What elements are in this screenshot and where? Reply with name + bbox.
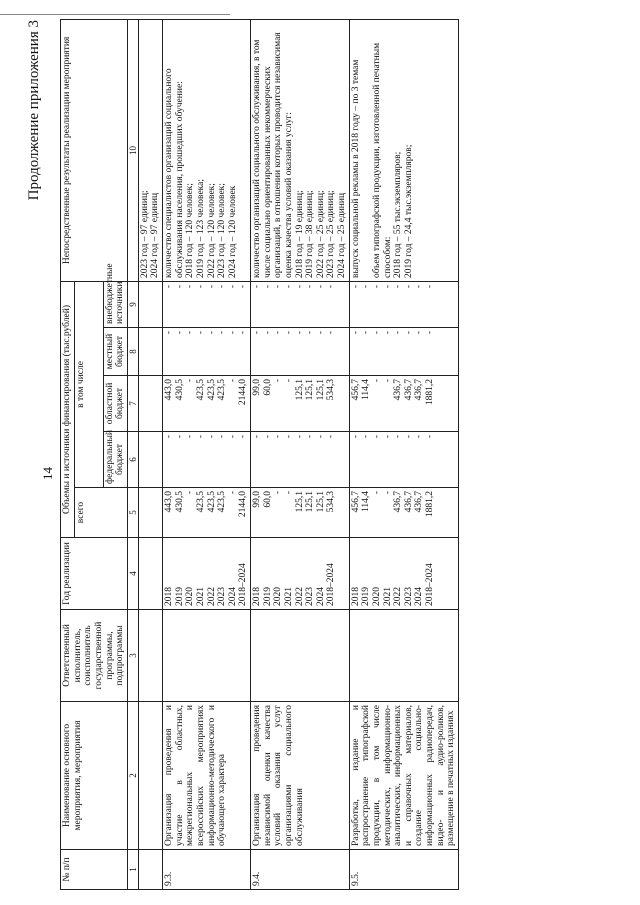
year-list-value: 2021 — [382, 587, 393, 606]
total-amount — [138, 488, 162, 538]
total-amount-value: - — [283, 491, 294, 495]
row-number: 9.5. — [349, 850, 458, 890]
total-amount-value: 60,0 — [262, 491, 273, 508]
extra-amount — [138, 281, 162, 327]
total-amount-value: - — [371, 491, 382, 495]
total-amount-value: - — [382, 491, 393, 495]
year-list-value: 2020 — [273, 587, 284, 606]
total-amount-value: 534,3 — [326, 491, 337, 513]
federal-amount — [163, 432, 251, 488]
year-list-value: 2023 — [217, 587, 228, 606]
activity-name: Организация проведения и участие в областных, межрегиональных и всероссийских мероприятиях информационно-методического и обучающего характера — [163, 702, 251, 850]
local-amount-value: - — [382, 331, 393, 335]
local-amount-value: - — [305, 331, 316, 335]
header-finance: Объемы и источники финансирования (тыс.рублей) — [61, 281, 75, 537]
regional-amount-value: 99,0 — [252, 379, 263, 396]
year-list-value: 2018 — [350, 587, 361, 606]
local-amount-value: - — [217, 331, 228, 335]
extra-amount-value: - — [227, 284, 238, 289]
federal-amount-value: - — [217, 435, 228, 439]
federal-amount-value: - — [315, 435, 326, 439]
local-amount-value: - — [206, 331, 217, 335]
executor — [349, 610, 458, 702]
year-list-value: 2018 — [164, 587, 175, 606]
regional-amount-value: 60,0 — [262, 379, 273, 396]
header-name: Наименование основного мероприятия, мероприятия — [61, 702, 128, 850]
federal-amount-value: - — [371, 435, 382, 439]
regional-amount-value: 534,3 — [326, 379, 337, 401]
total-amount-value: 1881,2 — [425, 491, 436, 518]
header-result: Непосредственные результаты реализации мероприятия — [61, 19, 128, 281]
extra-amount-value: - — [164, 284, 175, 289]
total-amount-value: - — [185, 491, 196, 495]
regional-amount — [349, 376, 458, 432]
federal-amount — [138, 432, 162, 488]
page-number: 14 — [40, 467, 55, 480]
total-amount-value: 423,5 — [217, 491, 228, 513]
result-text: выпуск социальной рекламы в 2018 году – по 3 темам объем типографской продукции, изготовленной печатным способом: 2018 год – 55 тыс.экземпляров; 2019 год – 24,4 тыс.экземпляров; — [349, 19, 458, 281]
federal-amount-value: - — [185, 435, 196, 439]
total-amount-value: 99,0 — [252, 491, 263, 508]
extra-amount-value: - — [262, 284, 273, 289]
regional-amount-value: - — [185, 379, 196, 383]
year-list-value: 2021 — [195, 587, 206, 606]
extra-amount-value: - — [252, 284, 263, 289]
year-list-value: 2024 — [315, 587, 326, 606]
year-list-value: 2021 — [283, 587, 294, 606]
extra-amount-value: - — [283, 284, 294, 289]
federal-amount-value: - — [350, 435, 361, 439]
regional-amount-value: 430,5 — [174, 379, 185, 401]
regional-amount-value: 423,5 — [206, 379, 217, 401]
local-amount-value: - — [185, 331, 196, 335]
appendix-continuation-title: Продолжение приложения 3 — [26, 20, 42, 201]
col-number: 7 — [127, 376, 138, 432]
local-amount-value: - — [294, 331, 305, 335]
local-amount-value: - — [371, 331, 382, 335]
local-amount-value: - — [403, 331, 414, 335]
local-amount-value: - — [350, 331, 361, 335]
extra-amount — [349, 281, 458, 327]
federal-amount-value: - — [326, 435, 337, 439]
total-amount-value: 443,0 — [164, 491, 175, 513]
table-row — [251, 19, 350, 889]
local-amount-value: - — [227, 331, 238, 335]
federal-amount-value: - — [294, 435, 305, 439]
executor — [251, 610, 350, 702]
extra-amount-value: - — [326, 284, 337, 289]
regional-amount-value: 423,5 — [195, 379, 206, 401]
year-list-value: 2019 — [361, 587, 372, 606]
year-list-value: 2018–2024 — [326, 563, 337, 606]
extra-amount-value: - — [361, 284, 372, 289]
year-list — [251, 538, 350, 610]
year-list-value: 2022 — [393, 587, 404, 606]
extra-amount-value: - — [217, 284, 228, 289]
extra-amount-value: - — [294, 284, 305, 289]
total-amount — [163, 488, 251, 538]
extra-amount-value: - — [174, 284, 185, 289]
year-list — [138, 538, 162, 610]
table-row — [349, 19, 458, 889]
regional-amount-value: 423,5 — [217, 379, 228, 401]
federal-amount-value: - — [262, 435, 273, 439]
year-list-value: 2018 — [252, 587, 263, 606]
local-amount-value: - — [425, 331, 436, 335]
year-list — [163, 538, 251, 610]
activity-name: Организация проведения независимой оценки качества условий оказания услуг организациями социального обслуживания — [251, 702, 350, 850]
program-activities-table — [60, 19, 459, 890]
federal-amount-value: - — [164, 435, 175, 439]
local-amount-value: - — [283, 331, 294, 335]
extra-amount-value: - — [414, 284, 425, 289]
table-body — [138, 19, 458, 889]
federal-amount-value: - — [382, 435, 393, 439]
year-list-value: 2018–2024 — [425, 563, 436, 606]
regional-amount-value: - — [283, 379, 294, 383]
year-list-value: 2022 — [294, 587, 305, 606]
total-amount-value: 423,5 — [206, 491, 217, 513]
result-text: количество специалистов организаций социального обслуживания населения, прошедших обучение: 2018 год – 120 человек; 2019 год – 123 человека; 2022 год – 120 человек; 2023 год – 120 человек; 2024 год – 120 человек — [163, 19, 251, 281]
local-amount — [251, 328, 350, 376]
local-amount-value: - — [195, 331, 206, 335]
local-amount-value: - — [273, 331, 284, 335]
federal-amount-value: - — [305, 435, 316, 439]
year-list-value: 2022 — [206, 587, 217, 606]
year-list-value: 2019 — [174, 587, 185, 606]
federal-amount-value: - — [174, 435, 185, 439]
col-number: 2 — [127, 702, 138, 850]
extra-amount-value: - — [185, 284, 196, 289]
regional-amount-value: - — [273, 379, 284, 383]
col-number: 4 — [127, 538, 138, 610]
federal-amount-value: - — [414, 435, 425, 439]
regional-amount — [138, 376, 162, 432]
table-row — [163, 19, 251, 889]
row-number: 9.4. — [251, 850, 350, 890]
row-number — [138, 850, 162, 890]
federal-amount-value: - — [361, 435, 372, 439]
local-amount-value: - — [315, 331, 326, 335]
col-number: 10 — [127, 19, 138, 281]
regional-amount-value: 443,0 — [164, 379, 175, 401]
federal-amount-value: - — [393, 435, 404, 439]
federal-amount-value: - — [425, 435, 436, 439]
total-amount-value: 125,1 — [305, 491, 316, 513]
result-text: 2023 год – 97 единиц; 2024 год – 97 единиц — [138, 19, 162, 281]
year-list — [349, 538, 458, 610]
top-rule — [0, 14, 230, 15]
year-list-value: 2024 — [227, 587, 238, 606]
total-amount-value: 430,5 — [174, 491, 185, 513]
total-amount-value: 423,5 — [195, 491, 206, 513]
regional-amount-value: 436,7 — [393, 379, 404, 401]
regional-amount-value: 436,7 — [403, 379, 414, 401]
local-amount-value: - — [252, 331, 263, 335]
extra-amount — [163, 281, 251, 327]
regional-amount-value: 456,7 — [350, 379, 361, 401]
regional-amount-value: - — [371, 379, 382, 383]
year-list-value: 2023 — [403, 587, 414, 606]
executor — [163, 610, 251, 702]
extra-amount-value: - — [393, 284, 404, 289]
year-list-value: 2023 — [305, 587, 316, 606]
total-amount-value: 436,7 — [393, 491, 404, 513]
local-amount-value: - — [326, 331, 337, 335]
extra-amount-value: - — [273, 284, 284, 289]
regional-amount-value: 125,1 — [305, 379, 316, 401]
header-num: № п/п — [61, 850, 128, 890]
local-amount-value: - — [361, 331, 372, 335]
regional-amount-value: 125,1 — [315, 379, 326, 401]
total-amount-value: 125,1 — [315, 491, 326, 513]
federal-amount — [251, 432, 350, 488]
local-amount — [163, 328, 251, 376]
local-amount-value: - — [174, 331, 185, 335]
total-amount — [251, 488, 350, 538]
federal-amount-value: - — [283, 435, 294, 439]
federal-amount-value: - — [273, 435, 284, 439]
local-amount-value: - — [164, 331, 175, 335]
header-total: всего — [74, 488, 127, 538]
col-number: 5 — [127, 488, 138, 538]
regional-amount-value: 114,4 — [361, 379, 372, 401]
col-number: 9 — [127, 281, 138, 327]
col-number: 6 — [127, 432, 138, 488]
extra-amount-value: - — [238, 284, 249, 289]
year-list-value: 2024 — [414, 587, 425, 606]
regional-amount-value: 436,7 — [414, 379, 425, 401]
federal-amount-value: - — [238, 435, 249, 439]
regional-amount — [251, 376, 350, 432]
regional-amount-value: 2144,0 — [238, 379, 249, 406]
total-amount-value: 125,1 — [294, 491, 305, 513]
header-year: Год реализации — [61, 538, 128, 610]
extra-amount-value: - — [350, 284, 361, 289]
total-amount-value: 436,7 — [403, 491, 414, 513]
header-local: местный бюджет — [103, 328, 127, 376]
local-amount — [138, 328, 162, 376]
activity-name — [138, 702, 162, 850]
result-text: количество организаций социального обслуживания, в том числе социально ориентированных некоммерческих организаций, в отношении которых проводится независимая оценка качества условий оказания услуг: 2018 год – 19 единиц; 2019 год – 38 единиц; 2022 год – 25 единиц; 2023 год – 25 единиц; 2024 год – 25 единиц — [251, 19, 350, 281]
year-list-value: 2020 — [185, 587, 196, 606]
rotated-page — [20, 20, 620, 890]
regional-amount — [163, 376, 251, 432]
col-number: 8 — [127, 328, 138, 376]
federal-amount-value: - — [206, 435, 217, 439]
extra-amount-value: - — [403, 284, 414, 289]
year-list-value: 2018–2024 — [238, 563, 249, 606]
year-list-value: 2020 — [371, 587, 382, 606]
extra-amount-value: - — [425, 284, 436, 289]
total-amount-value: 114,4 — [361, 491, 372, 513]
total-amount — [349, 488, 458, 538]
local-amount-value: - — [414, 331, 425, 335]
total-amount-value: 436,7 — [414, 491, 425, 513]
federal-amount-value: - — [227, 435, 238, 439]
local-amount — [349, 328, 458, 376]
header-regional: областной бюджет — [103, 376, 127, 432]
federal-amount — [349, 432, 458, 488]
federal-amount-value: - — [403, 435, 414, 439]
header-extra: внебюджетные источники — [103, 281, 127, 327]
total-amount-value: 2144,0 — [238, 491, 249, 518]
regional-amount-value: - — [227, 379, 238, 383]
col-number: 3 — [127, 610, 138, 702]
extra-amount-value: - — [195, 284, 206, 289]
regional-amount-value: 1881,2 — [425, 379, 436, 406]
federal-amount-value: - — [252, 435, 263, 439]
executor — [138, 610, 162, 702]
table-row — [138, 19, 162, 889]
extra-amount-value: - — [371, 284, 382, 289]
extra-amount-value: - — [315, 284, 326, 289]
local-amount-value: - — [262, 331, 273, 335]
local-amount-value: - — [238, 331, 249, 335]
total-amount-value: 456,7 — [350, 491, 361, 513]
header-federal: федеральный бюджет — [103, 432, 127, 488]
year-list-value: 2019 — [262, 587, 273, 606]
header-executor: Ответственный исполнитель, соисполнитель государственной программы, подпрограммы — [61, 610, 128, 702]
activity-name: Разработка, издание и распространение типографской продукции, в том числе методических, информационно-аналитических, информационных и справочных материалов, создание социально-информационных радиопередач, видео- и аудио-роликов, размещение в печатных изданиях — [349, 702, 458, 850]
regional-amount-value: 125,1 — [294, 379, 305, 401]
total-amount-value: - — [273, 491, 284, 495]
regional-amount-value: - — [382, 379, 393, 383]
local-amount-value: - — [393, 331, 404, 335]
extra-amount-value: - — [305, 284, 316, 289]
federal-amount-value: - — [195, 435, 206, 439]
header-incl: в том числе — [74, 281, 103, 487]
extra-amount — [251, 281, 350, 327]
extra-amount-value: - — [206, 284, 217, 289]
row-number: 9.3. — [163, 850, 251, 890]
total-amount-value: - — [227, 491, 238, 495]
extra-amount-value: - — [382, 284, 393, 289]
col-number: 1 — [127, 850, 138, 890]
